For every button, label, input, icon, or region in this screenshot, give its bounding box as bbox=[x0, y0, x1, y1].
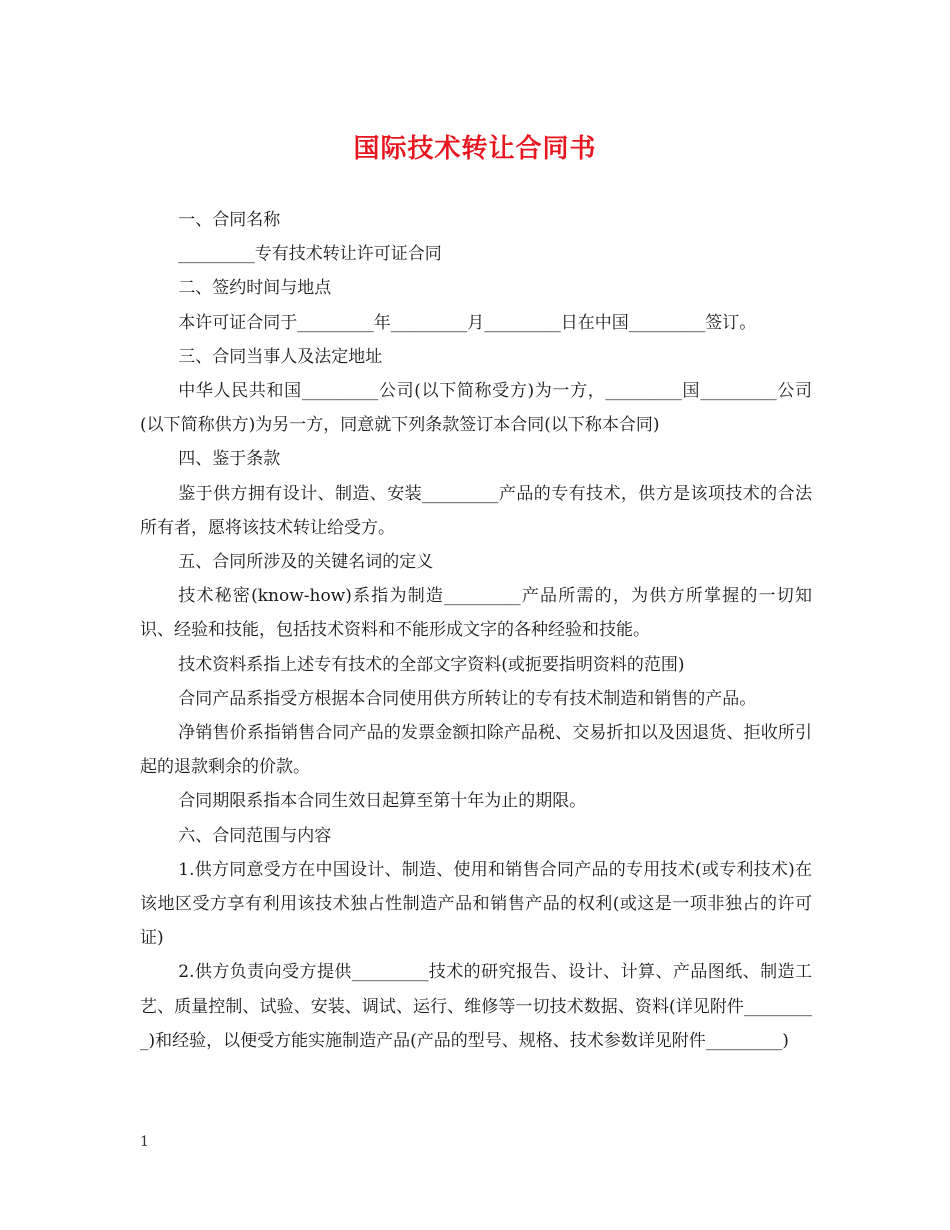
section-heading-contract-name: 一、合同名称 bbox=[178, 210, 281, 230]
definition-technical-data: 技术资料系指上述专有技术的全部文字资料(或扼要指明资料的范围) bbox=[178, 654, 685, 675]
definition-know-how: 技术秘密(know-how)系指为制造_________产品所需的，为供方所掌握的一切知识、经验和技能，包括技术资料和不能形成文字的各种经验和技能。 bbox=[140, 586, 812, 641]
signing-time-place-line: 本许可证合同于_________年_________月_________日在中国_________签订。 bbox=[178, 312, 757, 333]
scope-clause-2: 2.供方负责向受方提供_________技术的研究报告、设计、计算、产品图纸、制造工艺、质量控制、试验、安装、调试、运行、维修等一切技术数据、资料(详见附件_________)和经验，以便受方能实施制造产品(产品的型号、规格、技术参数详见附件_________) bbox=[140, 962, 812, 1051]
page-number: 1 bbox=[140, 1134, 149, 1150]
document-body bbox=[140, 203, 812, 1058]
definition-contract-product: 合同产品系指受方根据本合同使用供方所转让的专有技术制造和销售的产品。 bbox=[178, 688, 757, 709]
section-heading-scope: 六、合同范围与内容 bbox=[178, 825, 332, 846]
whereas-paragraph: 鉴于供方拥有设计、制造、安装_________产品的专有技术，供方是该项技术的合法所有者，愿将该技术转让给受方。 bbox=[140, 483, 812, 538]
section-heading-signing-time-place: 二、签约时间与地点 bbox=[178, 278, 332, 299]
section-heading-whereas: 四、鉴于条款 bbox=[178, 449, 281, 470]
definition-net-sales-price: 净销售价系指销售合同产品的发票金额扣除产品税、交易折扣以及因退货、拒收所引起的退款剩余的价款。 bbox=[140, 723, 812, 778]
section-heading-parties: 三、合同当事人及法定地址 bbox=[178, 346, 383, 367]
document-title: 国际技术转让合同书 bbox=[353, 134, 597, 164]
definition-contract-term: 合同期限系指本合同生效日起算至第十年为止的期限。 bbox=[178, 791, 587, 812]
section-heading-definitions: 五、合同所涉及的关键名词的定义 bbox=[178, 552, 434, 573]
parties-paragraph: 中华人民共和国_________公司(以下简称受方)为一方，_________国_________公司(以下简称供方)为另一方，同意就下列条款签订本合同(以下称本合同) bbox=[140, 381, 812, 436]
scope-clause-1: 1.供方同意受方在中国设计、制造、使用和销售合同产品的专用技术(或专利技术)在该地区受方享有利用该技术独占性制造产品和销售产品的权利(或这是一项非独占的许可证) bbox=[140, 859, 812, 949]
contract-name-line: _________专有技术转让许可证合同 bbox=[178, 244, 442, 265]
